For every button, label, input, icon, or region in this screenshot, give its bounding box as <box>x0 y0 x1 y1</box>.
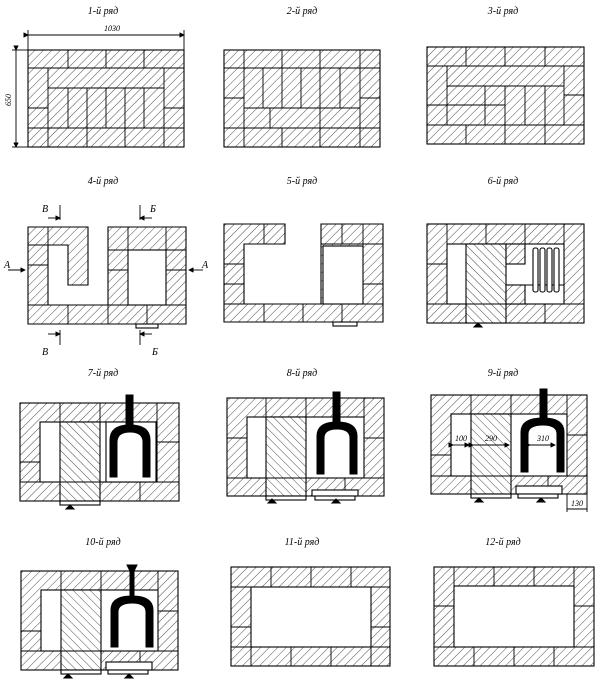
dim-height: 650 <box>4 94 13 106</box>
row-label-9: 9-й ряд <box>487 368 519 379</box>
row-label-8: 8-й ряд <box>286 368 318 379</box>
row-3-plan <box>427 47 584 144</box>
row-5-plan <box>224 224 383 326</box>
dim-100: 100 <box>455 434 467 443</box>
dim-width: 1030 <box>104 24 120 33</box>
row-label-12: 12-й ряд <box>485 537 521 548</box>
row-7-plan <box>20 395 179 509</box>
row-label-7: 7-й ряд <box>87 368 119 379</box>
row-2-plan <box>224 50 380 147</box>
row-10-plan <box>21 565 178 678</box>
row-12-plan <box>434 567 594 666</box>
row-label-2: 2-й ряд <box>286 6 318 17</box>
row-label-4: 4-й ряд <box>87 176 119 187</box>
row-1-plan <box>12 30 184 147</box>
section-a-left: А <box>4 260 11 271</box>
section-b-top: Б <box>150 204 156 215</box>
row-4-plan <box>8 205 203 345</box>
row-label-6: 6-й ряд <box>487 176 519 187</box>
dim-290: 290 <box>485 434 497 443</box>
row-9-plan <box>431 389 587 512</box>
row-11-plan <box>231 567 390 666</box>
section-v-top: В <box>42 204 49 215</box>
row-8-plan <box>227 392 384 503</box>
row-label-11: 11-й ряд <box>284 537 320 548</box>
row-6-plan <box>427 224 584 327</box>
dim-130: 130 <box>571 499 583 508</box>
section-v-bottom: В <box>42 347 49 358</box>
section-b-bottom: Б <box>152 347 158 358</box>
dim-310: 310 <box>537 434 549 443</box>
row-label-3: 3-й ряд <box>487 6 519 17</box>
section-a-right: А <box>202 260 209 271</box>
row-label-10: 10-й ряд <box>85 537 121 548</box>
row-label-5: 5-й ряд <box>286 176 318 187</box>
row-label-1: 1-й ряд <box>87 6 119 17</box>
